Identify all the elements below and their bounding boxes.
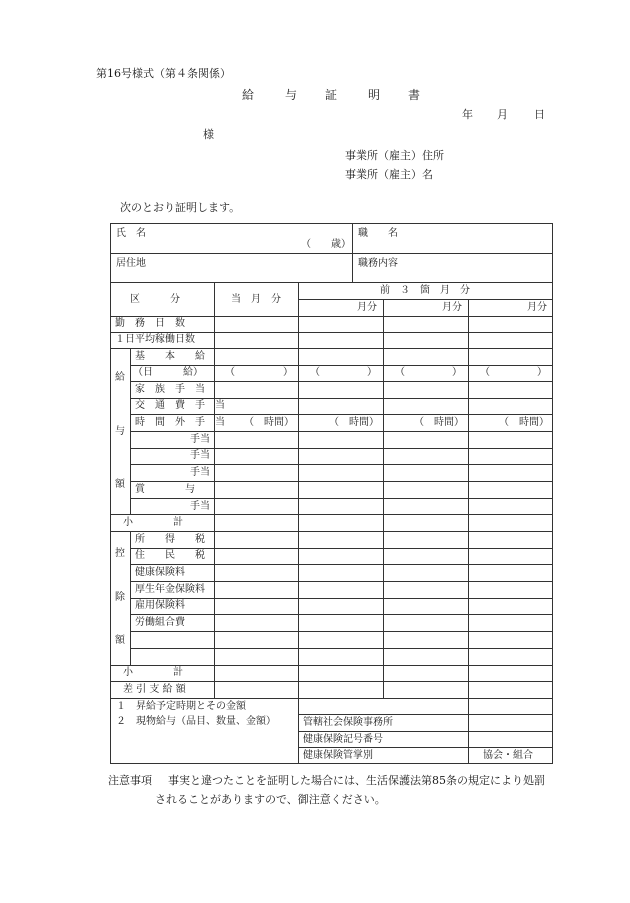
deduct-group-char: 除	[115, 592, 125, 603]
other-allowance-label: 手当	[190, 450, 210, 461]
avg-days-label: １日平均稼働日数	[115, 334, 195, 345]
other-allowance-label: 手当	[190, 467, 210, 478]
month-label: 月分	[527, 302, 547, 313]
pension-insurance-label: 厚生年金保険料	[135, 584, 205, 595]
date-year: 年	[462, 108, 473, 121]
health-insurance-label: 健康保険料	[135, 567, 185, 578]
paren-close: ）	[283, 367, 293, 378]
addressee-sama: 様	[203, 128, 214, 141]
paren-open: （	[310, 367, 320, 378]
base-pay-label: 基 本 給	[135, 351, 205, 362]
employer-name-label: 事業所（雇主）名	[345, 168, 433, 181]
employment-insurance-label: 雇用保険料	[135, 600, 185, 611]
paren-close: ）	[367, 367, 377, 378]
other-allowance-label: 手当	[190, 501, 210, 512]
hours-field: （ 時間）	[329, 417, 379, 428]
prev-3-months-header: 前 ３ 箇 月 分	[380, 285, 470, 296]
category-header: 区 分	[130, 294, 180, 305]
job-title-label: 職 名	[358, 228, 398, 239]
income-tax-label: 所 得 税	[135, 534, 205, 545]
paren-close: ）	[537, 367, 547, 378]
employer-address-label: 事業所（雇主）住所	[345, 149, 444, 162]
insurance-type-label: 健康保険管掌別	[303, 750, 373, 761]
paren-open: （	[395, 367, 405, 378]
in-kind-pay-label: ２ 現物給与（品目、数量、金額）	[116, 716, 276, 727]
month-label: 月分	[442, 302, 462, 313]
social-insurance-office-label: 管轄社会保険事務所	[303, 717, 393, 728]
overtime-allowance-label: 時 間 外 手 当	[135, 417, 225, 428]
bonus-label: 賞 与	[135, 484, 195, 495]
deduct-subtotal-label: 小 計	[123, 667, 183, 678]
title-char: 書	[408, 88, 421, 102]
subtotal-label: 小 計	[123, 517, 183, 528]
resident-tax-label: 住 民 税	[135, 550, 205, 561]
notice-text-line1: 事実と違つたことを証明した場合には、生活保護法第85条の規定により処罰	[168, 774, 545, 787]
other-allowance-label: 手当	[190, 434, 210, 445]
daily-pay-label: （日 給）	[133, 367, 203, 378]
union-fee-label: 労働組合費	[135, 617, 185, 628]
paren-close: ）	[452, 367, 462, 378]
notice-label: 注意事項	[108, 774, 152, 787]
work-days-label: 勤 務 日 数	[115, 318, 185, 329]
pay-group-char: 額	[115, 479, 125, 490]
paren-open: （	[480, 367, 490, 378]
month-label: 月分	[357, 302, 377, 313]
paren-open: （	[225, 367, 235, 378]
this-month-header: 当 月 分	[231, 294, 281, 305]
duties-label: 職務内容	[358, 258, 398, 269]
date-day: 日	[534, 108, 545, 121]
title-char: 給	[242, 88, 255, 102]
hours-field: （ 時間）	[499, 417, 549, 428]
hours-field: （ 時間）	[244, 417, 294, 428]
family-allowance-label: 家 族 手 当	[135, 384, 205, 395]
commute-allowance-label: 交 通 費 手 当	[135, 400, 225, 411]
insurance-type-value: 協会・組合	[483, 750, 533, 761]
hours-field: （ 時間）	[414, 417, 464, 428]
insurance-number-label: 健康保険記号番号	[303, 734, 383, 745]
net-pay-label: 差 引 支 給 額	[123, 684, 186, 695]
date-month: 月	[497, 108, 508, 121]
age-label: （ 歳）	[301, 239, 351, 250]
pay-group-char: 与	[115, 426, 125, 437]
residence-label: 居住地	[116, 258, 146, 269]
intro-text: 次のとおり証明します。	[120, 201, 241, 214]
deduct-group-char: 控	[115, 548, 125, 559]
name-label: 氏 名	[116, 228, 146, 239]
title-char: 明	[368, 88, 381, 102]
title-char: 証	[325, 88, 338, 102]
deduct-group-char: 額	[115, 635, 125, 646]
title-char: 与	[285, 88, 298, 102]
pay-group-char: 給	[115, 372, 125, 383]
form-number: 第16号様式（第４条関係）	[96, 67, 231, 80]
raise-schedule-label: １ 昇給予定時期とその金額	[116, 701, 246, 712]
notice-text-line2: されることがありますので、御注意ください。	[155, 793, 386, 806]
